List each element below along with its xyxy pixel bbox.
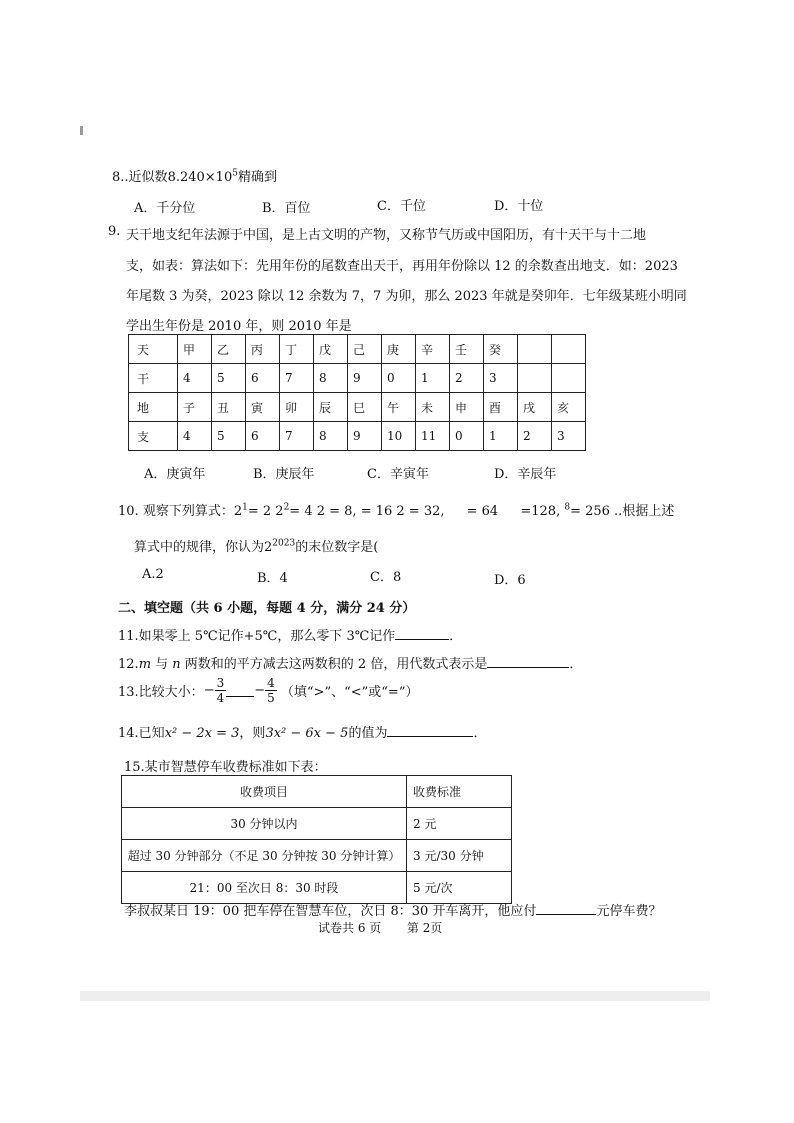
- q12-m: m: [138, 657, 152, 672]
- fee-item: 超过 30 分钟部分（不足 30 分钟按 30 分钟计算）: [122, 840, 407, 872]
- table-cell: 子: [178, 393, 212, 422]
- table-cell: 6: [246, 364, 280, 393]
- q10-e1-exp: 1: [242, 502, 248, 513]
- q12-mid: 与: [151, 657, 173, 672]
- q10-line2-a: 算式中的规律，你认为: [134, 540, 265, 555]
- q13-frac1-num: 3: [216, 676, 225, 690]
- q10-line2-b: 的末位数字是(: [295, 540, 379, 555]
- q14-text-a: 14.已知: [118, 726, 165, 741]
- q10-base: 2: [264, 540, 273, 555]
- footer-page-number: 第 2页: [406, 921, 443, 935]
- q9-option-c: C．辛寅年: [367, 467, 429, 482]
- q9-line3: 年尾数 3 为癸，2023 除以 12 余数为 7，7 为卯，那么 2023 年就是癸卯年．七年级某班小明同: [126, 289, 687, 304]
- table-cell: 4: [178, 364, 212, 393]
- q12-end: ．: [569, 657, 583, 672]
- q8-text-a: 近似数: [128, 170, 168, 185]
- tiangan-char-row: [129, 335, 586, 364]
- q13-frac1-den: 4: [216, 691, 225, 705]
- table-cell: 9: [348, 422, 382, 451]
- scan-mark: [80, 126, 83, 135]
- q10-e1-rest: = 2 2: [247, 504, 284, 519]
- table-cell: 酉: [484, 393, 518, 422]
- fee-standard: 5 元/次: [407, 872, 512, 904]
- q14-text-c: 的值为: [348, 726, 388, 741]
- table-cell: 0: [450, 422, 484, 451]
- q10-e1-base: 2: [233, 504, 243, 519]
- table-cell: 7: [280, 364, 314, 393]
- scan-edge-bar: [80, 991, 710, 1001]
- table-cell: 7: [280, 422, 314, 451]
- table-cell: 1: [416, 364, 450, 393]
- q13-answer-blank[interactable]: [226, 684, 254, 697]
- table-cell: [518, 335, 552, 364]
- q13-text: 13.比较大小：: [118, 685, 204, 700]
- dizhi-num-row: [129, 422, 586, 451]
- table-cell: 卯: [280, 393, 314, 422]
- table-cell: 2: [450, 364, 484, 393]
- table-cell: 戊: [314, 335, 348, 364]
- table-cell: 丙: [246, 335, 280, 364]
- q10-text: 观察下列算式：: [142, 504, 234, 519]
- tiangan-num-row: [129, 364, 586, 393]
- q14-end: ．: [473, 726, 487, 741]
- table-cell: 3: [484, 364, 518, 393]
- table-cell: 申: [450, 393, 484, 422]
- table-cell: 辛: [416, 335, 450, 364]
- q10-option-c: C．8: [370, 570, 402, 585]
- q11-answer-blank[interactable]: [395, 627, 449, 640]
- table-cell: 乙: [212, 335, 246, 364]
- q8-option-b: B．百位: [262, 201, 311, 216]
- table-cell: 甲: [178, 335, 212, 364]
- table-cell: 6: [246, 422, 280, 451]
- dizhi-char-row: [129, 393, 586, 422]
- table-cell: [552, 335, 586, 364]
- q8-stem: [112, 166, 277, 185]
- table-cell: 0: [382, 364, 416, 393]
- q10-option-a: A.2: [142, 567, 164, 582]
- q10-line2: [134, 536, 378, 555]
- dizhi-label-top: 地: [129, 393, 178, 422]
- table-cell: 2: [518, 422, 552, 451]
- table-header-row: [122, 776, 512, 808]
- q14-expr1: x² − 2x = 3: [164, 726, 240, 741]
- q10-e4: =128,: [520, 504, 561, 519]
- q13-frac2-den: 5: [267, 691, 275, 705]
- tiangan-label-top: 天: [129, 335, 178, 364]
- q9-line4: 学出生年份是 2010 年，则 2010 年是: [126, 319, 352, 334]
- table-cell: 亥: [552, 393, 586, 422]
- q13-minus-2: −: [254, 683, 266, 698]
- q10-e5-exp: 8: [564, 502, 571, 513]
- table-cell: 己: [348, 335, 382, 364]
- q13-fraction-1: [215, 676, 227, 705]
- q15-question-a: 李叔叔某日 19：00 把车停在智慧车位，次日 8：30 开车离开，他应付: [124, 904, 537, 919]
- q8-value: 8.240×10: [167, 170, 233, 185]
- q12: [118, 653, 582, 672]
- table-cell: 8: [314, 364, 348, 393]
- table-cell: 1: [484, 422, 518, 451]
- q13-hint: （填“>”、“<”或“=”）: [280, 685, 419, 700]
- table-row: [122, 872, 512, 904]
- table-cell: 戌: [518, 393, 552, 422]
- fee-standard: 2 元: [407, 808, 512, 840]
- header-item: 收费项目: [122, 776, 407, 808]
- table-cell: [518, 364, 552, 393]
- q12-number: 12.: [118, 657, 139, 672]
- q8-exponent: 5: [232, 168, 238, 179]
- q11-text: 11.如果零上 5℃记作+5℃，那么零下 3℃记作: [118, 629, 396, 644]
- table-cell: 庚: [382, 335, 416, 364]
- header-standard: 收费标准: [407, 776, 512, 808]
- q8-option-d: D．十位: [494, 199, 544, 214]
- q11: [118, 625, 462, 644]
- q10-e2-rest: = 4 2 = 8, = 16 2 = 32,: [289, 504, 445, 519]
- q14-expr2: 3x² − 6x − 5: [265, 726, 349, 741]
- q9-number: 9.: [108, 224, 121, 239]
- fee-standard: 3 元/30 分钟: [407, 840, 512, 872]
- table-cell: 9: [348, 364, 382, 393]
- tiangan-label-bottom: 干: [129, 364, 178, 393]
- footer-total: 试卷共 6 页: [318, 921, 382, 935]
- table-cell: 未: [416, 393, 450, 422]
- q8-number: 8..: [112, 170, 129, 185]
- page-footer: [318, 919, 442, 936]
- table-row: [122, 808, 512, 840]
- q12-answer-blank[interactable]: [487, 655, 569, 668]
- ganzhi-table: [128, 334, 586, 451]
- table-cell: 5: [212, 364, 246, 393]
- table-cell: 5: [212, 422, 246, 451]
- table-cell: 11: [416, 422, 450, 451]
- q9-line2: 支，如表：算法如下：先用年份的尾数查出天干，再用年份除以 12 的余数查出地支．如：2023: [126, 259, 678, 274]
- q10-exp: 2023: [272, 538, 296, 549]
- q13-fraction-2: [265, 676, 277, 705]
- table-cell: 10: [382, 422, 416, 451]
- fee-item: 21：00 至次日 8：30 时段: [122, 872, 407, 904]
- table-cell: [552, 364, 586, 393]
- q12-text: 两数和的平方减去这两数积的 2 倍，用代数式表示是: [180, 657, 488, 672]
- q12-n: n: [172, 657, 181, 672]
- q15-question-b: 元停车费？: [596, 904, 662, 919]
- table-cell: 8: [314, 422, 348, 451]
- q14-answer-blank[interactable]: [387, 724, 473, 737]
- q13-minus-1: −: [203, 683, 215, 698]
- table-cell: 辰: [314, 393, 348, 422]
- table-cell: 午: [382, 393, 416, 422]
- q10-e2-exp: 2: [283, 502, 290, 513]
- dizhi-label-bottom: 支: [129, 422, 178, 451]
- table-cell: 巳: [348, 393, 382, 422]
- q11-end: ．: [449, 629, 463, 644]
- table-cell: 3: [552, 422, 586, 451]
- section-title: 二、填空题（共 6 小题，每题 4 分，满分 24 分）: [118, 601, 416, 616]
- q9-option-d: D．辛辰年: [494, 467, 557, 482]
- table-cell: 4: [178, 422, 212, 451]
- q15-intro: 15.某市智慧停车收费标准如下表：: [124, 760, 327, 775]
- q10-option-b: B．4: [257, 571, 288, 586]
- q15-answer-blank[interactable]: [536, 902, 596, 915]
- table-row: [122, 840, 512, 872]
- q9-option-b: B．庚辰年: [253, 467, 315, 482]
- q14-text-b: ，则: [239, 726, 266, 741]
- q8-option-a: A．千分位: [134, 201, 196, 216]
- q13: [118, 676, 418, 705]
- q10-line1: [118, 500, 674, 519]
- fee-item: 30 分钟以内: [122, 808, 407, 840]
- q9-option-a: A．庚寅年: [144, 467, 206, 482]
- table-cell: 丑: [212, 393, 246, 422]
- table-cell: 壬: [450, 335, 484, 364]
- q10-option-d: D．6: [494, 573, 526, 588]
- table-cell: 癸: [484, 335, 518, 364]
- table-cell: 寅: [246, 393, 280, 422]
- q8-text-b: 精确到: [237, 170, 277, 185]
- q9-line1: 天干地支纪年法源于中国，是上古文明的产物，又称节气历或中国阳历，有十天干与十二地: [126, 228, 647, 243]
- table-cell: 丁: [280, 335, 314, 364]
- q14: [118, 722, 486, 741]
- q10-e5-rest: = 256 ..根据上述: [570, 504, 675, 519]
- q15-question: [124, 900, 661, 919]
- q10-e3: = 64: [466, 504, 499, 519]
- q13-frac2-num: 4: [267, 676, 275, 690]
- parking-fee-table: [121, 775, 512, 904]
- q8-option-c: C．千位: [377, 199, 426, 214]
- q10-number: 10.: [118, 504, 139, 519]
